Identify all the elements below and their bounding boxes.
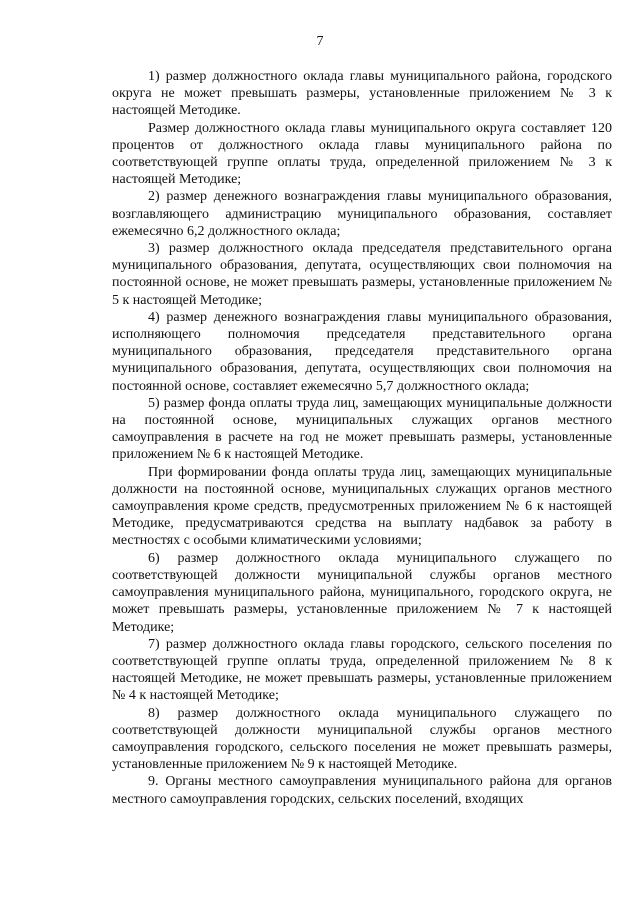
paragraph: 2) размер денежного вознаграждения главы муниципального образования, возглавляющего администрацию муниципального образования, составляет ежемесячно 6,2 должностного оклада; — [112, 189, 612, 239]
paragraph: 8) размер должностного оклада муниципального служащего по соответствующей должности муниципальной службы органов местного самоуправления городского, сельского поселения не может превышать размеры, установленные приложением № 9 к настоящей Методике. — [112, 705, 612, 773]
paragraph: При формировании фонда оплаты труда лиц, замещающих муниципальные должности на постоянной основе, муниципальных служащих органов местного самоуправления кроме средств, предусмотренных приложением № 6 к настоящей Методике, предусматриваются средства на выплату надбавок за работу в местностях с особыми климатическими условиями; — [112, 464, 612, 549]
paragraph: Размер должностного оклада главы муниципального округа составляет 120 процентов от должностного оклада главы муниципального района по соответствующей группе оплаты труда, определенной приложением № 3 к настоящей Методике; — [112, 120, 612, 188]
paragraph: 1) размер должностного оклада главы муниципального района, городского округа не может превышать размеры, установленные приложением № 3 к настоящей Методике. — [112, 69, 612, 119]
paragraph: 5) размер фонда оплаты труда лиц, замещающих муниципальные должности на постоянной основе, муниципальных служащих органов местного самоуправления в расчете на год не может превышать размеры, установленные приложением № 6 к настоящей Методике. — [112, 395, 612, 463]
paragraph: 3) размер должностного оклада председателя представительного органа муниципального образования, депутата, осуществляющих свои полномочия на постоянной основе, не может превышать размеры, установленные приложением № 5 к настоящей Методике; — [112, 241, 612, 308]
page-number: 7 — [316, 34, 324, 49]
paragraph: 9. Органы местного самоуправления муниципального района для органов местного самоуправления городских, сельских поселений, входящих — [112, 774, 612, 807]
paragraph: 7) размер должностного оклада главы городского, сельского поселения по соответствующей группе оплаты труда, определенной приложением № 8 к настоящей Методике, не может превышать размеры, установленные приложением № 4 к настоящей Методике; — [112, 636, 612, 704]
document-body — [112, 68, 612, 808]
paragraph: 6) размер должностного оклада муниципального служащего по соответствующей должности муниципальной службы органов местного самоуправления муниципального района, муниципального, городского округа, не может превышать размеры, установленные приложением № 7 к настоящей Методике; — [112, 550, 612, 635]
paragraph: 4) размер денежного вознаграждения главы муниципального образования, исполняющего полномочия председателя представительного органа муниципального образования, председателя представительного органа муниципального образования, депутата, осуществляющих свои полномочия на постоянной основе, составляет ежемесячно 5,7 должностного оклада; — [112, 309, 612, 394]
